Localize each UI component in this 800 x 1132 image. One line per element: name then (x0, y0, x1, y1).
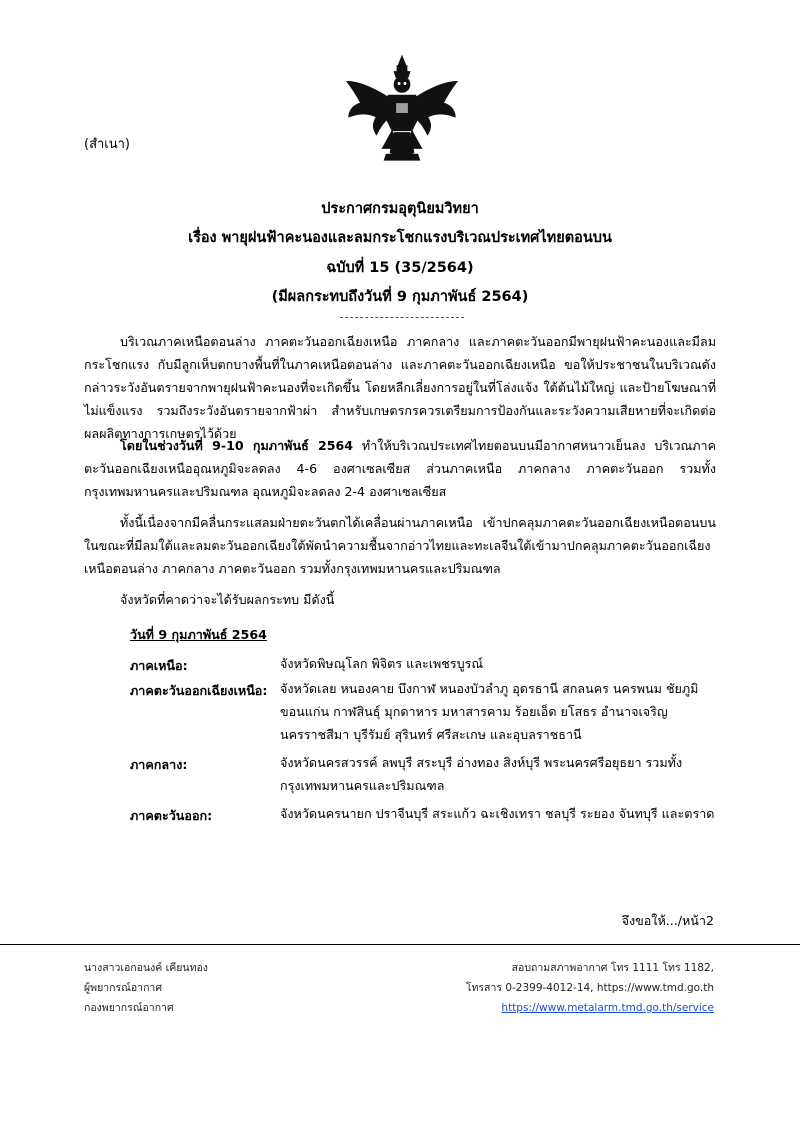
footer-phone: สอบถามสภาพอากาศ โทร 1111 โทร 1182, (511, 962, 714, 974)
document-title: ประกาศกรมอุตุนิยมวิทยา (321, 201, 479, 217)
region-northeast-provinces: จังหวัดเลย หนองคาย บึงกาฬ หนองบัวลำภู อุดรธานี สกลนคร นครพนม ชัยภูมิ ขอนแก่น กาฬสินธุ์ มุกดาหาร มหาสารคาม ร้อยเอ็ด ยโสธร อำนาจเจริญ นครราชสีมา บุรีรัมย์ สุรินทร์ ศรีสะเกษ และอุบลราชธานี (280, 681, 699, 742)
region-northeast-label: ภาคตะวันออกเฉียงเหนือ: (130, 683, 268, 698)
next-page-note: จึงขอให้.../หน้า2 (621, 913, 714, 928)
paragraph-cause (84, 511, 716, 580)
footer-division: กองพยากรณ์อากาศ (84, 1002, 174, 1014)
region-central-label: ภาคกลาง: (130, 757, 188, 772)
paragraph-affected-intro (84, 588, 716, 611)
copy-mark: (สำเนา) (84, 137, 131, 152)
document-subject: เรื่อง พายุฝนฟ้าคะนองและลมกระโชกแรงบริเวณประเทศไทยตอนบน (188, 230, 612, 246)
region-central-provinces: จังหวัดนครสวรรค์ ลพบุรี สระบุรี อ่างทอง สิงห์บุรี พระนครศรีอยุธยา รวมทั้งกรุงเทพมหานครและปริมณฑล (280, 755, 683, 793)
region-north-label: ภาคเหนือ: (130, 658, 188, 673)
region-north-provinces: จังหวัดพิษณุโลก พิจิตร และเพชรบูรณ์ (280, 656, 484, 671)
footer-contact-person (84, 958, 208, 1018)
paragraph-warning (84, 330, 716, 445)
date-heading: วันที่ 9 กุมภาพันธ์ 2564 (130, 627, 267, 642)
paragraph-temperature (84, 434, 716, 503)
paragraph-cause-text: ทั้งนี้เนื่องจากมีคลื่นกระแสลมฝ่ายตะวันตกได้เคลื่อนผ่านภาคเหนือ เข้าปกคลุมภาคตะวันออกเฉียงเหนือตอนบน ในขณะที่มีลมใต้และลมตะวันออกเฉียงใต้พัดนำความชื้นจากอ่าวไทยและทะเลจีนใต้เข้ามาปกคลุมภาคตะวันออกเฉียงเหนือตอนล่าง ภาคกลาง ภาคตะวันออก รวมทั้งกรุงเทพมหานครและปริมณฑล (84, 515, 716, 576)
footer-position: ผู้พยากรณ์อากาศ (84, 982, 162, 994)
footer-contact-info (466, 958, 714, 1018)
paragraph-affected-intro-text: จังหวัดที่คาดว่าจะได้รับผลกระทบ มีดังนี้ (120, 592, 335, 607)
paragraph-warning-text: บริเวณภาคเหนือตอนล่าง ภาคตะวันออกเฉียงเหนือ ภาคกลาง และภาคตะวันออกมีพายุฝนฟ้าคะนองและมีลมกระโชกแรง กับมีลูกเห็บตกบางพื้นที่ในภาคเหนือตอนล่าง และภาคตะวันออกเฉียงเหนือ ขอให้ประชาชนในบริเวณดังกล่าวระวังอันตรายจากพายุฝนฟ้าคะนองที่จะเกิดขึ้น โดยหลีกเลี่ยงการอยู่ในที่โล่งแจ้ง ใต้ต้นไม้ใหญ่ และป้ายโฆษณาที่ไม่แข็งแรง รวมถึงระวังอันตรายจากฟ้าผ่า สำหรับเกษตรกรควรเตรียมการป้องกันและระวังความเสียหายที่จะเกิดต่อผลผลิตทางการเกษตรไว้ด้วย (84, 334, 716, 441)
footer-service-link[interactable]: https://www.metalarm.tmd.go.th/service (501, 1002, 714, 1014)
region-east-provinces: จังหวัดนครนายก ปราจีนบุรี สระแก้ว ฉะเชิงเทรา ชลบุรี ระยอง จันทบุรี และตราด (280, 806, 715, 821)
paragraph-temperature-text: ทำให้บริเวณประเทศไทยตอนบนมีอากาศหนาวเย็นลง บริเวณภาคตะวันออกเฉียงเหนืออุณหภูมิจะลดลง 4-6 องศาเซลเซียส ส่วนภาคเหนือ ภาคกลาง ภาคตะวันออก รวมทั้งกรุงเทพมหานครและปริมณฑล อุณหภูมิจะลดลง 2-4 องศาเซลเซียส (84, 438, 716, 499)
document-issue: ฉบับที่ 15 (35/2564) (326, 260, 474, 276)
document-effective-date: (มีผลกระทบถึงวันที่ 9 กุมภาพันธ์ 2564) (271, 289, 529, 305)
footer-name: นางสาวเอกอนงค์ เคียนทอง (84, 962, 208, 974)
paragraph-temperature-bold: โดยในช่วงวันที่ 9-10 กุมภาพันธ์ 2564 (120, 438, 354, 453)
garuda-emblem-icon (343, 52, 461, 170)
footer-divider (0, 944, 800, 945)
footer-fax-website: โทรสาร 0-2399-4012-14, https://www.tmd.go.th (465, 982, 714, 994)
dashed-divider (340, 317, 464, 318)
region-east-label: ภาคตะวันออก: (130, 808, 213, 823)
